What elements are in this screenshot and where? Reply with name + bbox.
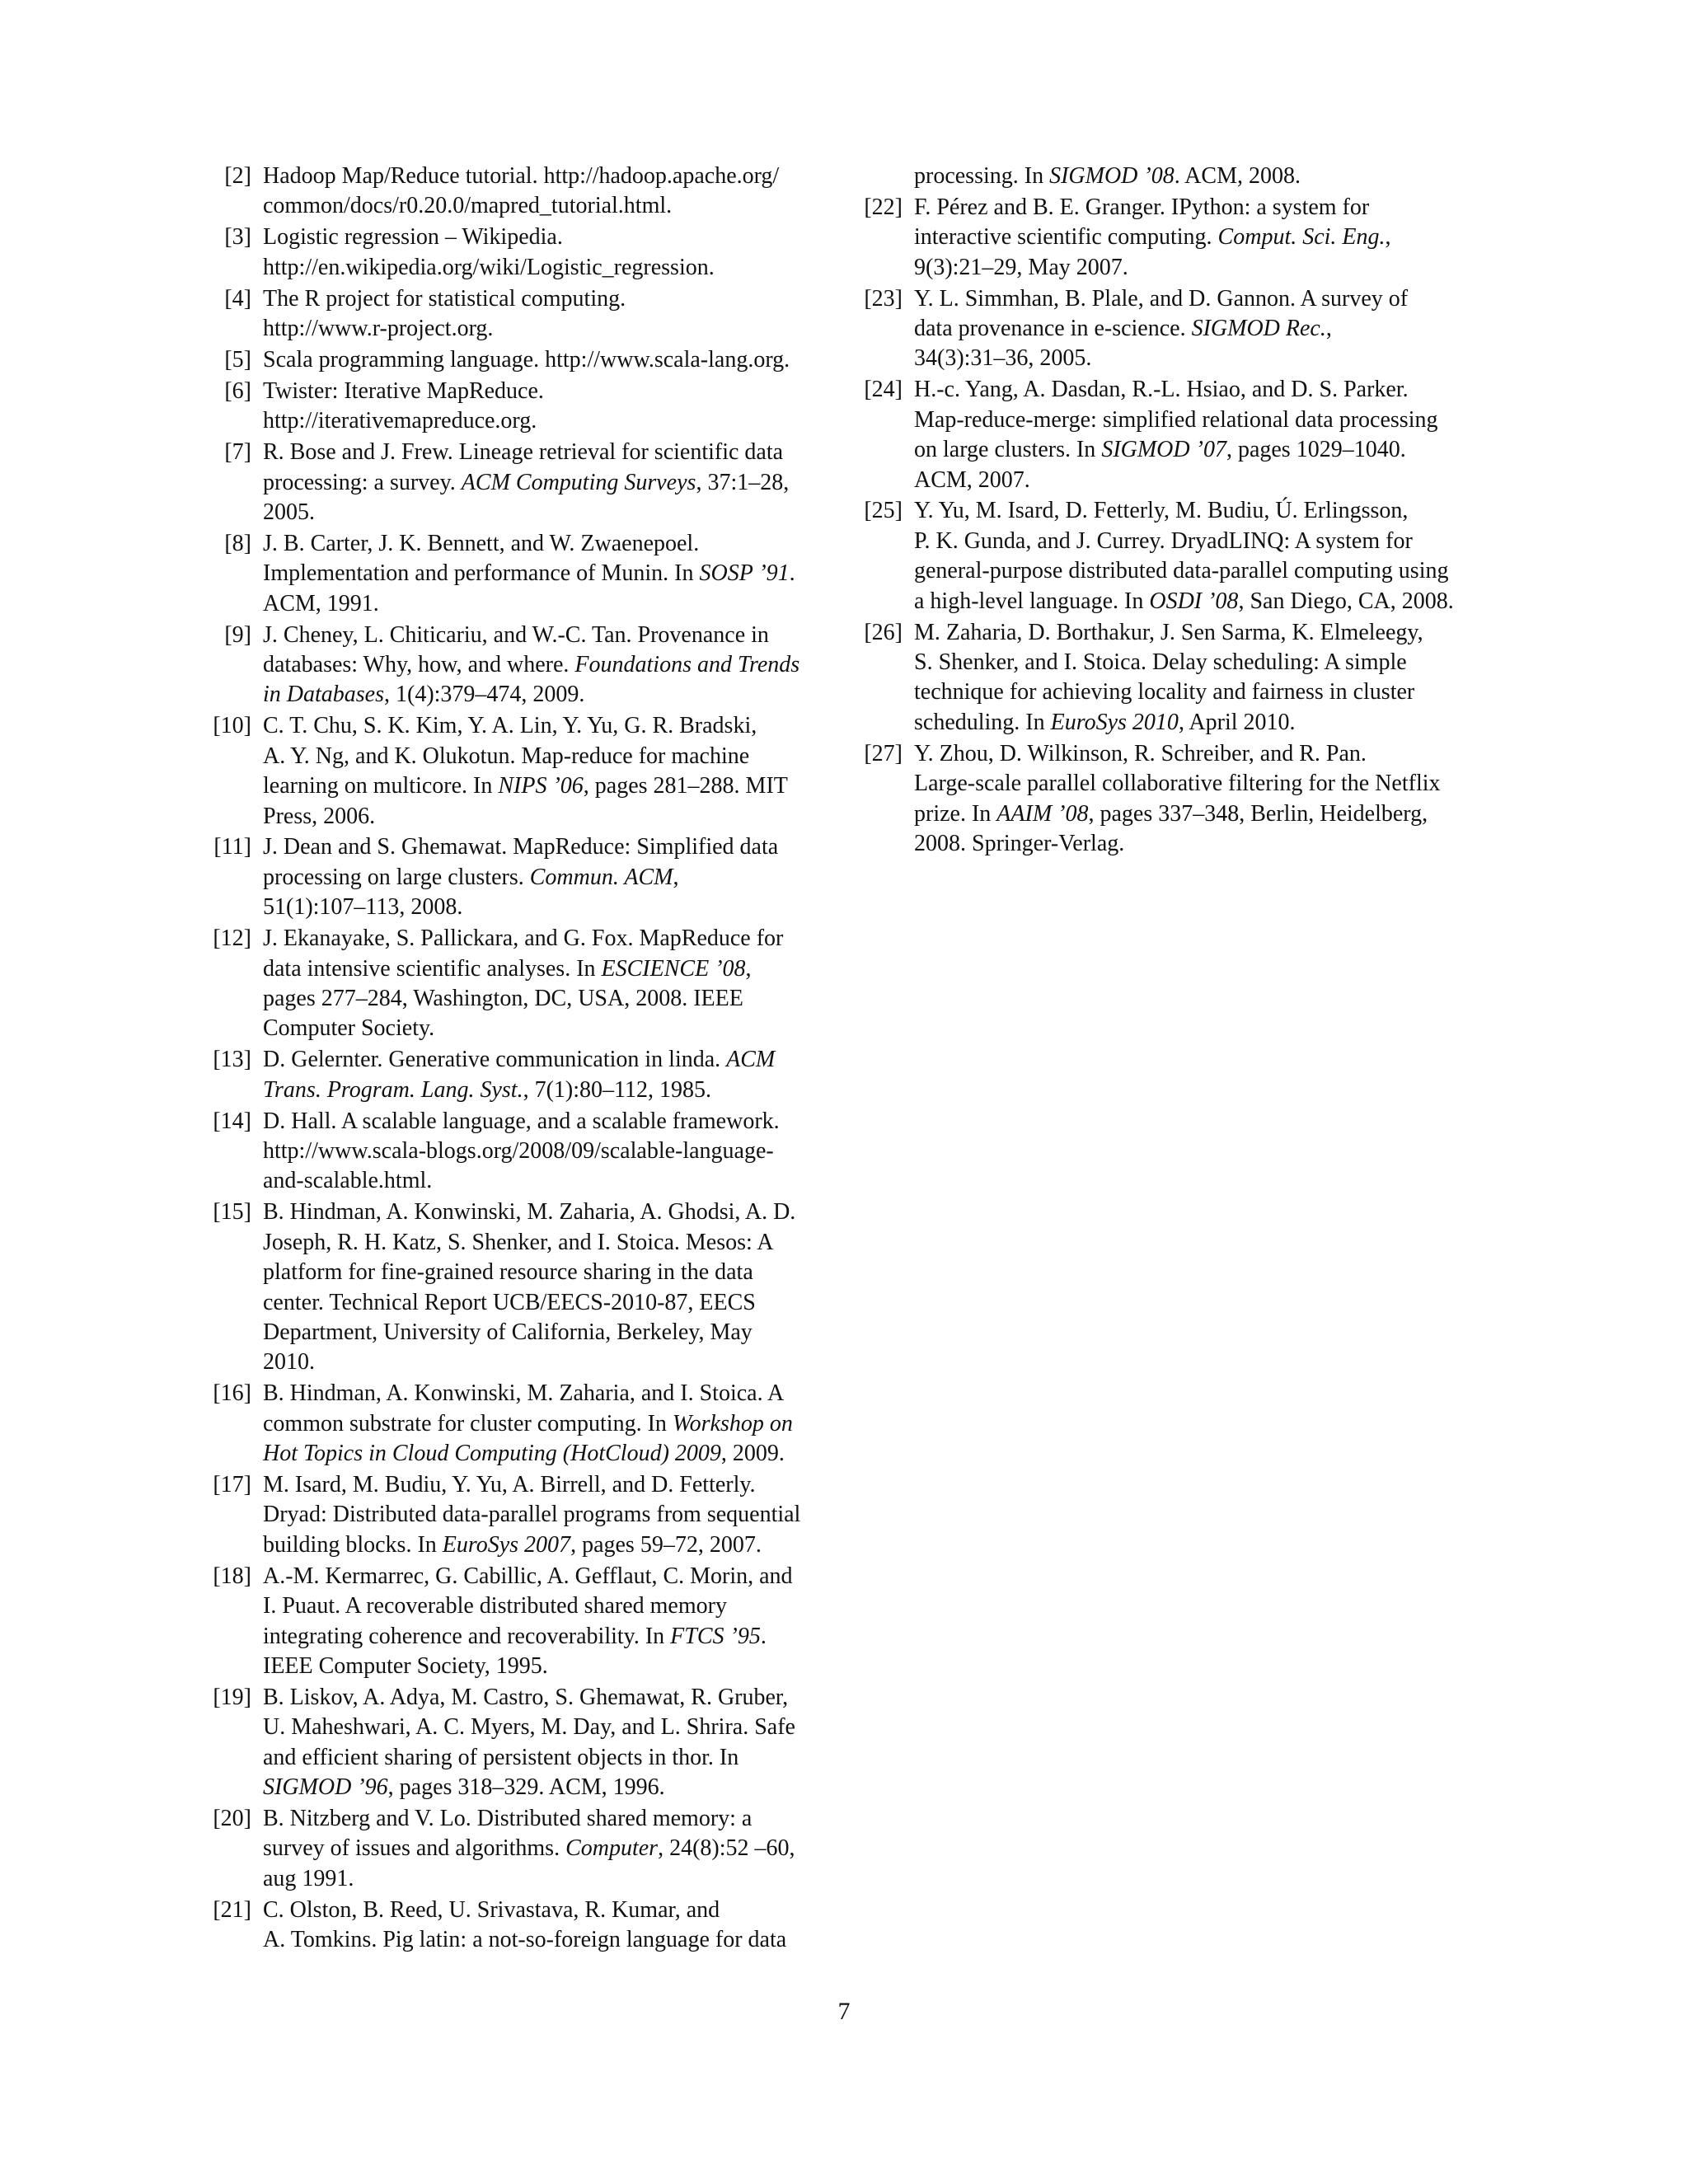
reference-number: [12] — [213, 926, 251, 952]
reference-entry — [857, 162, 1496, 191]
reference-number: [2] — [224, 163, 251, 189]
reference-text: C. T. Chu, S. K. Kim, Y. A. Lin, Y. Yu, G. R. Bradski, A. Y. Ng, and K. Olukotun. Map-reduce for machine learning on multicore. In NIPS ’06, pages 281–288. MIT Press, 2006. — [263, 713, 788, 829]
reference-text: B. Hindman, A. Konwinski, M. Zaharia, A. Ghodsi, A. D. Joseph, R. H. Katz, S. Shenker, and I. Stoica. Mesos: A platform for fine-grained resource sharing in the data center. Technical Report UCB/EECS-2010-87, EECS Department, University of California, Berkeley, May 2010. — [263, 1199, 796, 1376]
reference-text: B. Nitzberg and V. Lo. Distributed shared memory: a survey of issues and algorithms. Computer, 24(8):52 –60, aug 1991. — [263, 1805, 795, 1891]
page-number: 7 — [837, 1998, 851, 2025]
references-left-column — [206, 162, 845, 1957]
reference-entry — [206, 223, 845, 283]
reference-text: Hadoop Map/Reduce tutorial. http://hadoop.apache.org/ common/docs/r0.20.0/mapred_tutorial.html. — [263, 163, 780, 219]
reference-text: B. Hindman, A. Konwinski, M. Zaharia, and I. Stoica. A common substrate for cluster computing. In Workshop on Hot Topics in Cloud Computing (HotCloud) 2009, 2009. — [263, 1380, 793, 1467]
reference-entry — [857, 496, 1496, 616]
reference-number: [26] — [864, 619, 903, 645]
reference-text: J. B. Carter, J. K. Bennett, and W. Zwaenepoel. Implementation and performance of Munin. In SOSP ’91. ACM, 1991. — [263, 530, 795, 616]
reference-number: [24] — [864, 377, 903, 403]
reference-entry — [206, 1562, 845, 1682]
reference-entry — [206, 438, 845, 527]
reference-number: [5] — [224, 346, 251, 373]
reference-text: F. Pérez and B. E. Granger. IPython: a system for interactive scientific computing. Comput. Sci. Eng., 9(3):21–29, May 2007. — [914, 194, 1391, 280]
reference-text: D. Hall. A scalable language, and a scalable framework. http://www.scala-blogs.org/2008/09/scalable-language- and-scalable.html. — [263, 1108, 780, 1194]
references-right-column — [857, 162, 1496, 860]
reference-entry — [857, 618, 1496, 738]
reference-number: [27] — [864, 740, 903, 766]
reference-number: [4] — [224, 285, 251, 312]
reference-number: [11] — [213, 834, 251, 860]
reference-number: [13] — [213, 1047, 251, 1073]
reference-number: [25] — [864, 498, 903, 524]
reference-entry — [206, 1379, 845, 1469]
reference-text: H.-c. Yang, A. Dasdan, R.-L. Hsiao, and D. S. Parker. Map-reduce-merge: simplified relational data processing on large clusters. In SIGMOD ’07, pages 1029–1040. ACM, 2007. — [914, 377, 1438, 493]
reference-number: [10] — [213, 713, 251, 739]
reference-entry — [206, 162, 845, 222]
reference-entry — [857, 739, 1496, 860]
reference-text: Y. Zhou, D. Wilkinson, R. Schreiber, and R. Pan. Large-scale parallel collaborative filtering for the Netflix prize. In AAIM ’08, pages 337–348, Berlin, Heidelberg, 2008. Springer-Verlag. — [914, 740, 1441, 856]
reference-number: [14] — [213, 1108, 251, 1134]
reference-number: [16] — [213, 1380, 251, 1407]
reference-text: C. Olston, B. Reed, U. Srivastava, R. Kumar, and A. Tomkins. Pig latin: a not-so-foreign language for data — [263, 1896, 787, 1953]
reference-text: R. Bose and J. Frew. Lineage retrieval for scientific data processing: a survey. ACM Computing Surveys, 37:1–28, 2005. — [263, 439, 790, 525]
reference-number: [19] — [213, 1684, 251, 1710]
reference-entry — [206, 924, 845, 1044]
reference-entry — [206, 1896, 845, 1956]
reference-entry — [206, 832, 845, 922]
reference-text: M. Zaharia, D. Borthakur, J. Sen Sarma, K. Elmeleegy, S. Shenker, and I. Stoica. Delay scheduling: A simple technique for achieving locality and fairness in cluster scheduling. In EuroSys 2010, April 2010. — [914, 619, 1423, 735]
reference-entry — [206, 711, 845, 832]
reference-entry — [857, 375, 1496, 495]
reference-number: [6] — [224, 377, 251, 404]
reference-entry — [857, 193, 1496, 283]
reference-text: processing. In SIGMOD ’08. ACM, 2008. — [914, 163, 1301, 189]
reference-text: Scala programming language. http://www.scala-lang.org. — [263, 346, 790, 373]
reference-entry — [206, 1197, 845, 1377]
reference-entry — [206, 1045, 845, 1105]
reference-number: [8] — [224, 530, 251, 556]
reference-number: [21] — [213, 1896, 251, 1923]
reference-number: [9] — [224, 621, 251, 648]
reference-entry — [206, 377, 845, 437]
reference-entry — [206, 345, 845, 375]
reference-text: J. Dean and S. Ghemawat. MapReduce: Simplified data processing on large clusters. Commun. ACM, 51(1):107–113, 2008. — [263, 834, 779, 921]
reference-text: Twister: Iterative MapReduce. http://iterativemapreduce.org. — [263, 377, 544, 434]
reference-text: D. Gelernter. Generative communication in linda. ACM Trans. Program. Lang. Syst., 7(1):80–112, 1985. — [263, 1047, 776, 1103]
reference-entry — [206, 1470, 845, 1560]
reference-number: [18] — [213, 1563, 251, 1589]
reference-entry — [206, 1683, 845, 1803]
reference-entry — [206, 529, 845, 619]
reference-entry — [206, 1804, 845, 1894]
reference-number: [22] — [864, 194, 903, 220]
reference-entry — [206, 621, 845, 710]
reference-number: [23] — [864, 285, 903, 312]
reference-number: [17] — [213, 1471, 251, 1497]
reference-number: [20] — [213, 1805, 251, 1831]
reference-text: Logistic regression – Wikipedia. http://en.wikipedia.org/wiki/Logistic_regression. — [263, 224, 715, 280]
reference-entry — [857, 284, 1496, 374]
reference-text: B. Liskov, A. Adya, M. Castro, S. Ghemawat, R. Gruber, U. Maheshwari, A. C. Myers, M. Day, and L. Shrira. Safe and efficient sharing of persistent objects in thor. In SIGMOD ’96, pages 318–329. ACM, 1996. — [263, 1684, 795, 1801]
reference-number: [7] — [224, 439, 251, 466]
reference-entry — [206, 284, 845, 344]
reference-text: A.-M. Kermarrec, G. Cabillic, A. Gefflaut, C. Morin, and I. Puaut. A recoverable distributed shared memory integrating coherence and recoverability. In FTCS ’95. IEEE Computer Society, 1995. — [263, 1563, 793, 1679]
reference-text: J. Cheney, L. Chiticariu, and W.-C. Tan. Provenance in databases: Why, how, and where. Foundations and Trends in Databases, 1(4):379–474, 2009. — [263, 621, 800, 708]
reference-text: Y. L. Simmhan, B. Plale, and D. Gannon. A survey of data provenance in e-science. SIGMOD Rec., 34(3):31–36, 2005. — [914, 285, 1409, 372]
reference-text: Y. Yu, M. Isard, D. Fetterly, M. Budiu, Ú. Erlingsson, P. K. Gunda, and J. Currey. DryadLINQ: A system for general-purpose distributed data-parallel computing using a high-level language. In OSDI ’08, San Diego, CA, 2008. — [914, 498, 1454, 614]
reference-text: M. Isard, M. Budiu, Y. Yu, A. Birrell, and D. Fetterly. Dryad: Distributed data-parallel programs from sequential building blocks. In EuroSys 2007, pages 59–72, 2007. — [263, 1471, 801, 1558]
reference-text: The R project for statistical computing. http://www.r-project.org. — [263, 285, 626, 342]
reference-entry — [206, 1107, 845, 1197]
reference-number: [3] — [224, 224, 251, 251]
reference-number: [15] — [213, 1199, 251, 1226]
reference-text: J. Ekanayake, S. Pallickara, and G. Fox. MapReduce for data intensive scientific analyses. In ESCIENCE ’08, pages 277–284, Washington, DC, USA, 2008. IEEE Computer Society. — [263, 926, 784, 1042]
